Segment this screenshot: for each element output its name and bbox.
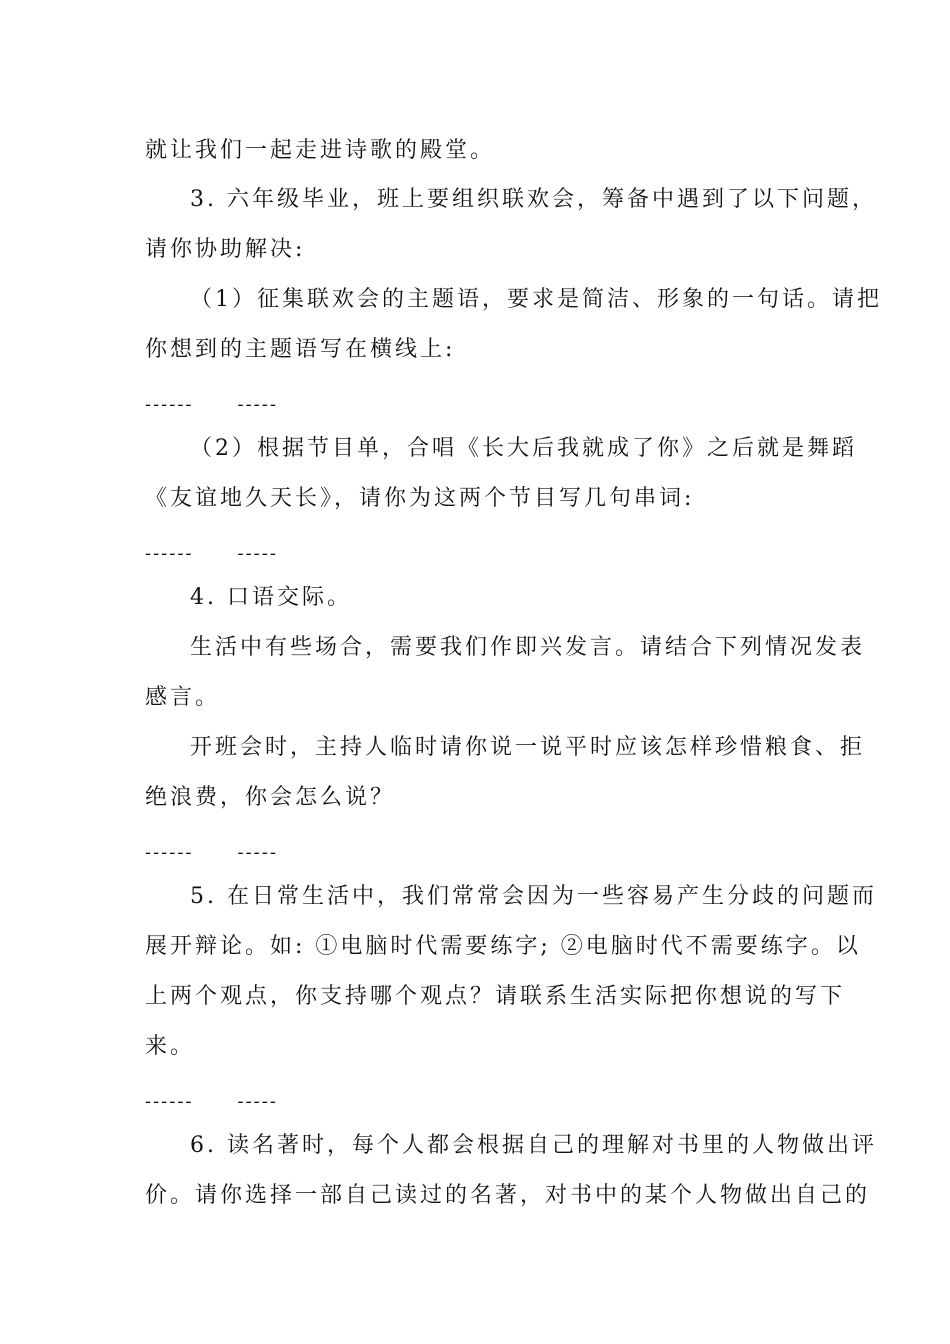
text-line: 生活中有些场合，需要我们作即兴发言。请结合下列情况发表	[190, 635, 866, 660]
text-line: 感言。	[145, 685, 221, 710]
answer-blank	[145, 1087, 278, 1117]
blank-dash-left: ------	[145, 394, 194, 415]
blank-dash-left: ------	[145, 1091, 194, 1112]
blank-dash-right: -----	[237, 394, 278, 415]
question-4-line: 4. 口语交际。	[190, 585, 352, 610]
sub-question-1-line: （1）征集联欢会的主题语，要求是简洁、形象的一句话。请把	[190, 287, 882, 312]
question-5-line: 5. 在日常生活中，我们常常会因为一些容易产生分歧的问题而	[190, 884, 877, 909]
answer-blank	[145, 539, 278, 569]
question-6-line: 6. 读名著时，每个人都会根据自己的理解对书里的人物做出评	[190, 1133, 877, 1158]
blank-dash-right: -----	[237, 543, 278, 564]
blank-dash-left: ------	[145, 842, 194, 863]
question-3-line: 3. 六年级毕业，班上要组织联欢会，筹备中遇到了以下问题，	[190, 187, 877, 212]
answer-blank	[145, 838, 278, 868]
text-line: 上两个观点，你支持哪个观点？请联系生活实际把你想说的写下	[145, 984, 846, 1009]
text-line: 绝浪费，你会怎么说？	[145, 785, 396, 810]
text-line: 你想到的主题语写在横线上:	[145, 337, 456, 362]
text-line: 就让我们一起走进诗歌的殿堂。	[145, 138, 496, 163]
text-line: 请你协助解决:	[145, 237, 306, 262]
sub-question-2-line: （2）根据节目单，合唱《长大后我就成了你》之后就是舞蹈	[190, 436, 857, 461]
answer-blank	[145, 390, 278, 420]
text-line: 《友谊地久天长》，请你为这两个节目写几句串词:	[145, 486, 695, 511]
blank-dash-right: -----	[237, 1091, 278, 1112]
blank-dash-left: ------	[145, 543, 194, 564]
text-line: 开班会时，主持人临时请你说一说平时应该怎样珍惜粮食、拒	[190, 735, 866, 760]
text-line: 价。请你选择一部自己读过的名著，对书中的某个人物做出自己的	[145, 1183, 871, 1208]
text-line: 来。	[145, 1034, 196, 1059]
blank-dash-right: -----	[237, 842, 278, 863]
text-line: 展开辩论。如: ①电脑时代需要练字; ②电脑时代不需要练字。以	[145, 934, 861, 959]
